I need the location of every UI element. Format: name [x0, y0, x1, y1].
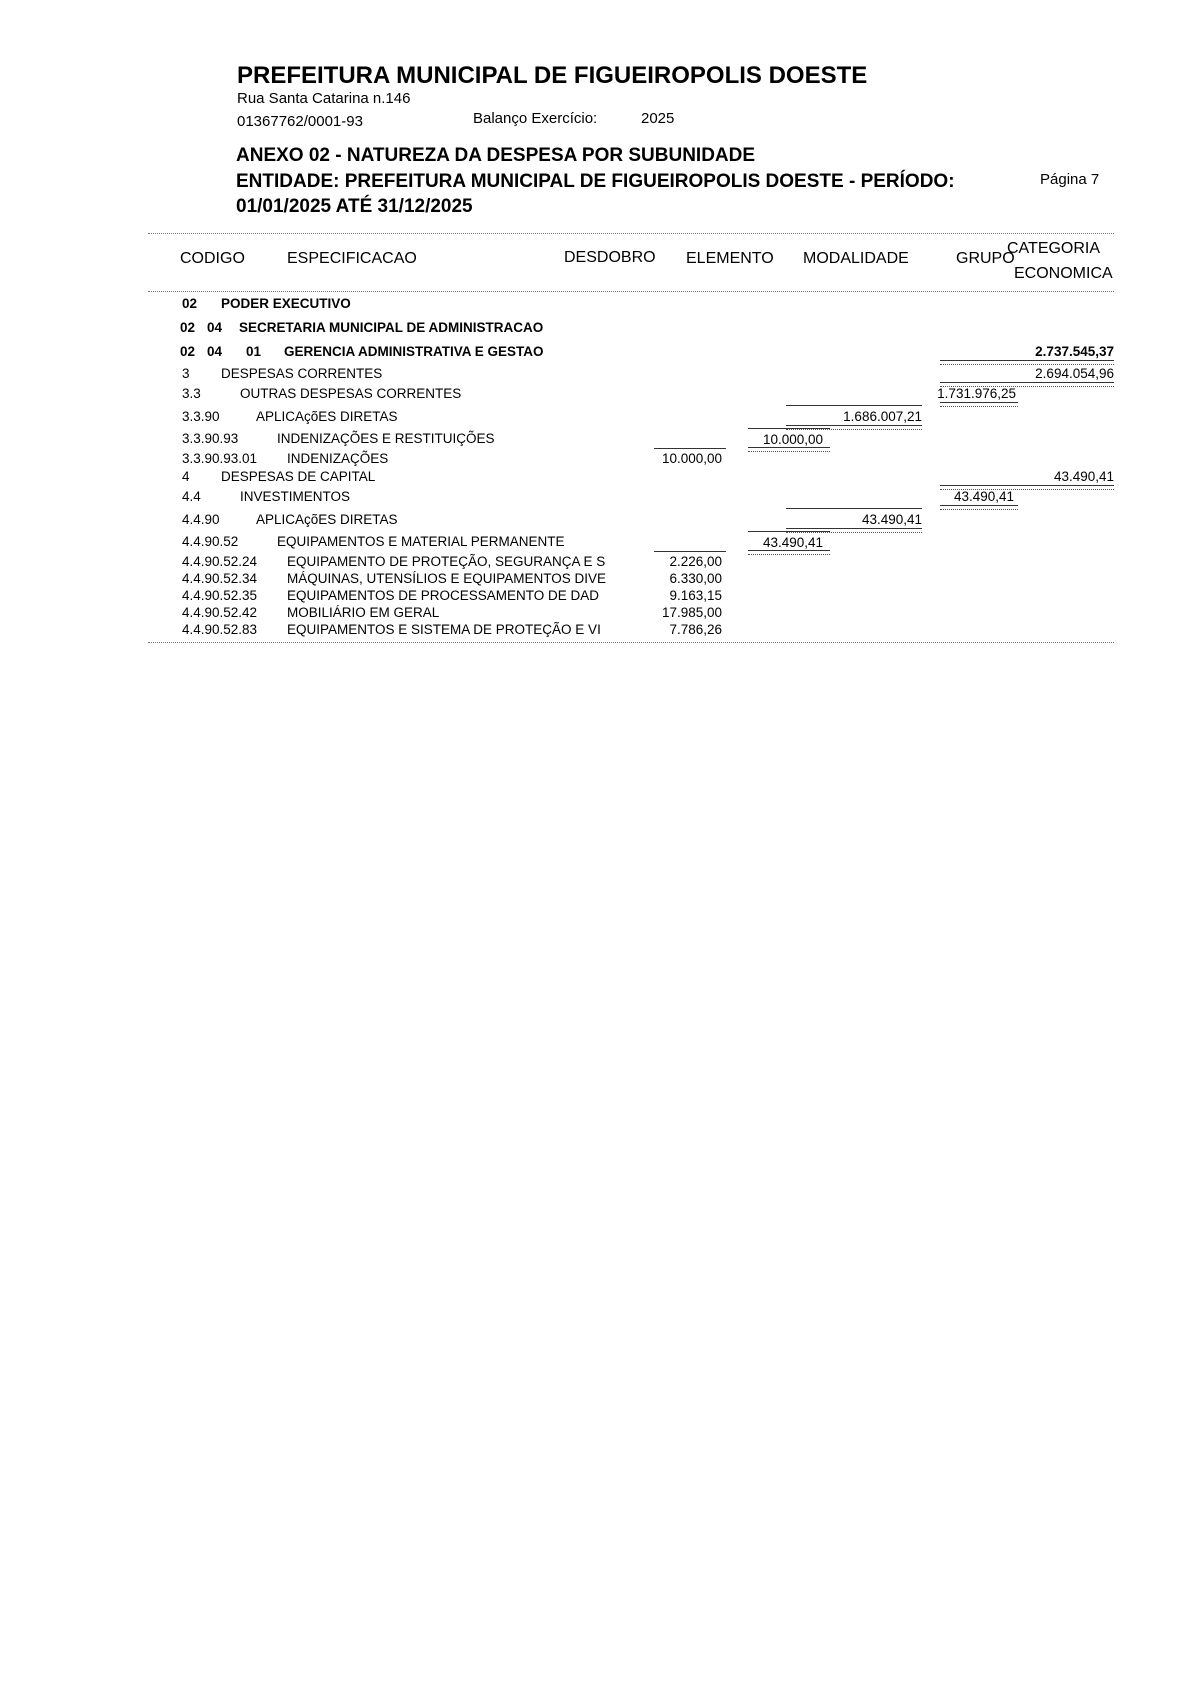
row-desc: INVESTIMENTOS	[240, 489, 351, 504]
row-elemento-value: 10.000,00	[763, 432, 824, 447]
elemento-bottom-rule	[748, 447, 830, 452]
row-desc: MÁQUINAS, UTENSÍLIOS E EQUIPAMENTOS DIVE	[287, 571, 607, 586]
unidade-code-2: 04	[207, 344, 223, 359]
row-grupo-value: 43.490,41	[953, 489, 1014, 504]
secretaria-code-2: 04	[207, 320, 223, 335]
header-bottom-rule	[148, 291, 1114, 292]
report-title: PREFEITURA MUNICIPAL DE FIGUEIROPOLIS DOESTE	[237, 62, 868, 89]
modalidade-top-rule	[786, 405, 922, 406]
row-code: 3.3.90.93.01	[182, 451, 258, 466]
col-modalidade: MODALIDADE	[803, 250, 909, 267]
period-line: 01/01/2025 ATÉ 31/12/2025	[236, 196, 473, 217]
elemento-top-rule	[748, 531, 830, 532]
row-code: 4.4.90.52.42	[182, 605, 258, 620]
elemento-bottom-rule	[748, 550, 830, 555]
row-code: 4.4.90.52.35	[182, 588, 258, 603]
row-desc: MOBILIÁRIO EM GERAL	[287, 605, 440, 620]
unidade-code-1: 02	[180, 344, 196, 359]
row-elemento-value: 43.490,41	[763, 535, 824, 550]
row-desc: EQUIPAMENTOS DE PROCESSAMENTO DE DAD	[287, 588, 600, 603]
row-code: 3.3.90.93	[182, 431, 239, 446]
col-desdobro: DESDOBRO	[564, 249, 656, 266]
row-desc: DESPESAS CORRENTES	[221, 366, 383, 381]
row-desc: EQUIPAMENTO DE PROTEÇÃO, SEGURANÇA E S	[287, 554, 606, 569]
row-code: 3	[182, 366, 190, 381]
row-desdobro-value: 2.226,00	[669, 554, 722, 569]
col-grupo: GRUPO	[956, 250, 1015, 267]
row-code: 4.4.90	[182, 512, 220, 527]
row-desdobro-value: 10.000,00	[661, 451, 722, 466]
grupo-rule	[940, 402, 1018, 407]
row-code: 4.4.90.52	[182, 534, 239, 549]
row-desc: APLICAçõES DIRETAS	[256, 409, 398, 424]
row-categoria-value: 2.694.054,96	[1035, 366, 1114, 381]
row-desdobro-value: 7.786,26	[669, 622, 722, 637]
annex-title: ANEXO 02 - NATUREZA DA DESPESA POR SUBUNIDADE	[236, 145, 756, 166]
grupo-rule	[940, 505, 1018, 510]
row-code: 4	[182, 469, 190, 484]
balanco-year: 2025	[641, 110, 675, 127]
row-desdobro-value: 9.163,15	[669, 588, 722, 603]
cnpj: 01367762/0001-93	[237, 113, 363, 130]
row-categoria-value: 43.490,41	[1053, 469, 1114, 484]
table-bottom-rule	[148, 642, 1114, 643]
row-modalidade-value: 43.490,41	[861, 512, 922, 527]
row-desc: INDENIZAÇÕES	[287, 451, 389, 466]
col-especificacao: ESPECIFICACAO	[287, 250, 417, 267]
col-codigo: CODIGO	[180, 250, 245, 267]
row-code: 4.4.90.52.34	[182, 571, 258, 586]
row-desc: DESPESAS DE CAPITAL	[221, 469, 376, 484]
col-elemento: ELEMENTO	[686, 250, 774, 267]
row-code: 4.4	[182, 489, 201, 504]
unidade-code-3: 01	[246, 344, 262, 359]
row-code: 4.4.90.52.24	[182, 554, 258, 569]
secretaria-name: SECRETARIA MUNICIPAL DE ADMINISTRACAO	[239, 320, 544, 335]
row-desc: EQUIPAMENTOS E SISTEMA DE PROTEÇÃO E VI	[287, 622, 601, 637]
desdobro-top-rule	[654, 551, 726, 552]
modalidade-top-rule	[786, 508, 922, 509]
poder-name: PODER EXECUTIVO	[221, 296, 351, 311]
col-economica: ECONOMICA	[1014, 265, 1113, 282]
entity-line: ENTIDADE: PREFEITURA MUNICIPAL DE FIGUEIROPOLIS DOESTE - PERÍODO:	[236, 171, 955, 192]
balanco-label: Balanço Exercício:	[473, 110, 598, 127]
poder-code: 02	[182, 296, 198, 311]
desdobro-top-rule	[654, 448, 726, 449]
row-desdobro-value: 6.330,00	[669, 571, 722, 586]
secretaria-code-1: 02	[180, 320, 196, 335]
header-top-rule	[148, 233, 1114, 234]
page-number: Página 7	[1040, 171, 1100, 188]
row-code: 3.3.90	[182, 409, 220, 424]
row-code: 4.4.90.52.83	[182, 622, 258, 637]
row-desc: OUTRAS DESPESAS CORRENTES	[240, 386, 462, 401]
elemento-top-rule	[748, 428, 830, 429]
row-desdobro-value: 17.985,00	[661, 605, 722, 620]
row-desc: EQUIPAMENTOS E MATERIAL PERMANENTE	[277, 534, 565, 549]
address: Rua Santa Catarina n.146	[237, 90, 411, 107]
unidade-total: 2.737.545,37	[1035, 344, 1114, 359]
unidade-total-rule	[940, 360, 1114, 365]
row-modalidade-value: 1.686.007,21	[843, 409, 922, 424]
col-categoria: CATEGORIA	[1007, 240, 1101, 257]
row-desc: APLICAçõES DIRETAS	[256, 512, 398, 527]
unidade-name: GERENCIA ADMINISTRATIVA E GESTAO	[284, 344, 544, 359]
row-code: 3.3	[182, 386, 201, 401]
row-grupo-value: 1.731.976,25	[937, 386, 1016, 401]
row-desc: INDENIZAÇÕES E RESTITUIÇÕES	[277, 431, 495, 446]
